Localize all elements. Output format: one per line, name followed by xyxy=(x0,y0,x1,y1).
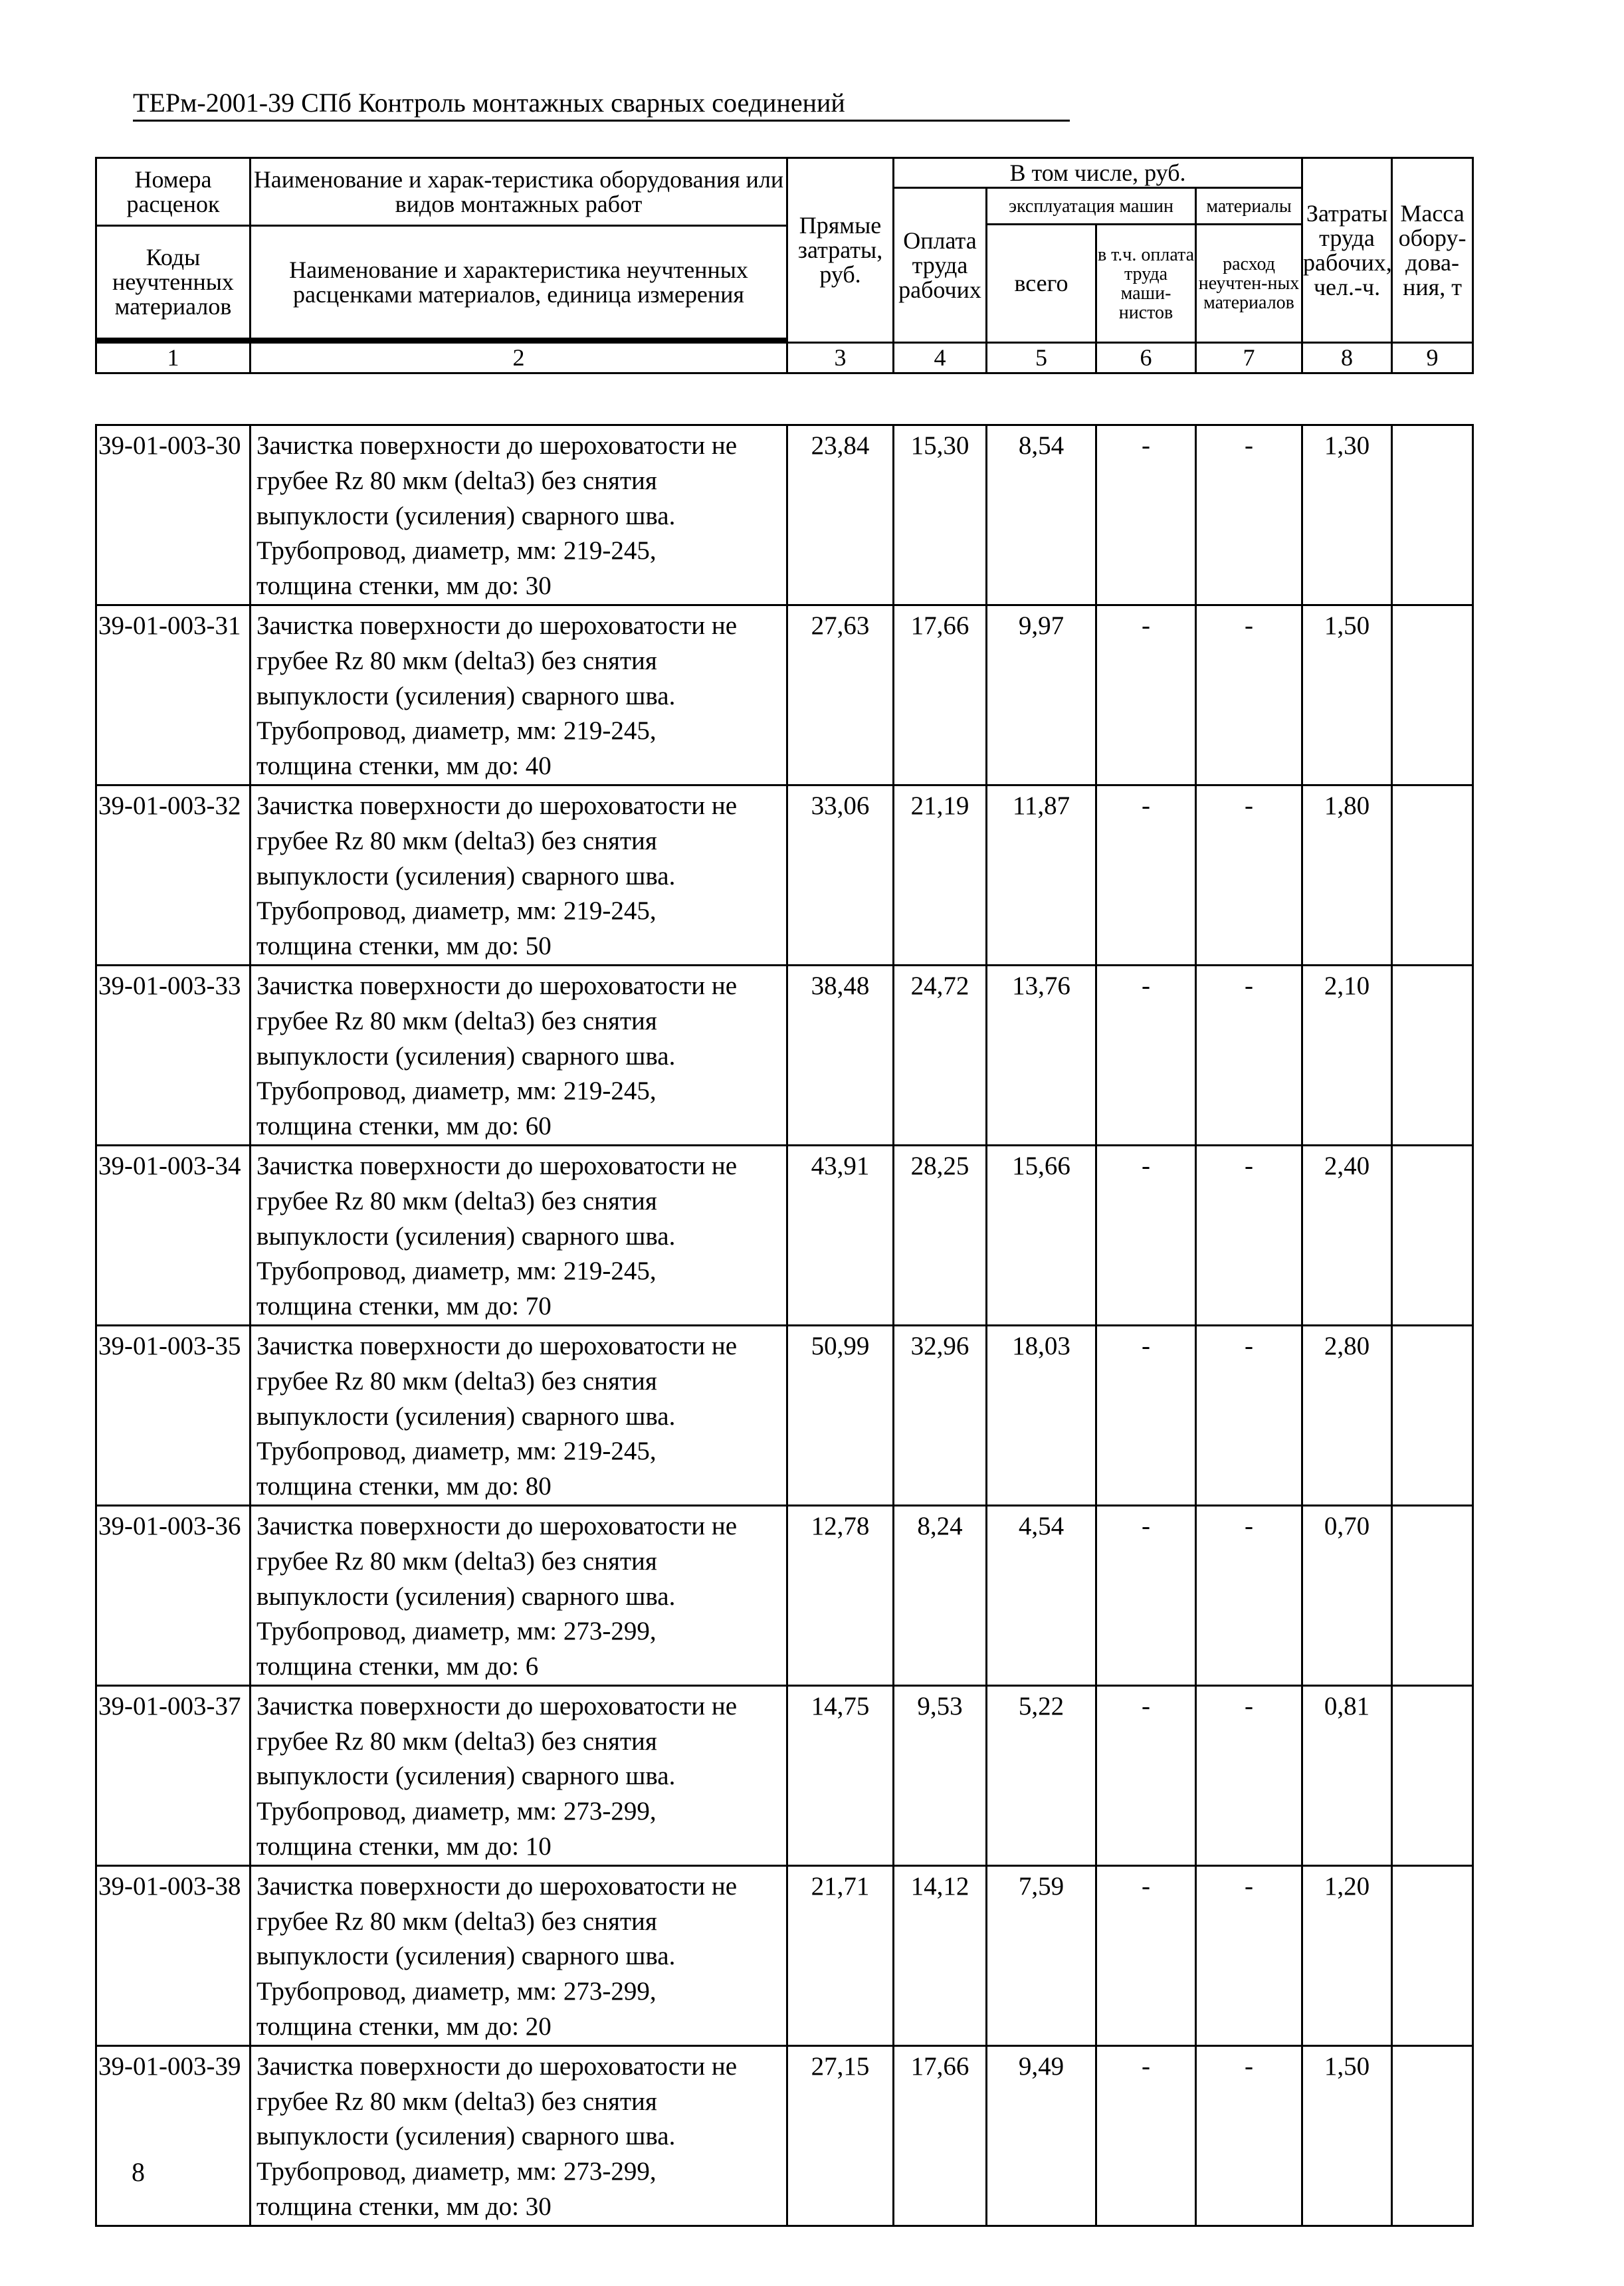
materials-value: - xyxy=(1196,2045,1302,2226)
column-number: 7 xyxy=(1196,343,1302,373)
rate-code: 39-01-003-37 xyxy=(96,1685,251,1865)
materials-value: - xyxy=(1196,1325,1302,1505)
machines-total-value: 15,66 xyxy=(987,1145,1096,1325)
work-description xyxy=(251,425,787,605)
table-header xyxy=(95,157,1474,374)
rate-code: 39-01-003-38 xyxy=(96,1865,251,2045)
header-machine-operation: эксплуатация машин xyxy=(987,188,1196,225)
machines-total-value: 9,49 xyxy=(987,2045,1096,2226)
materials-value: - xyxy=(1196,1865,1302,2045)
description-line: толщина стенки, мм до: 30 xyxy=(256,572,552,601)
description-line: Зачистка поверхности до шероховатости не xyxy=(256,1151,738,1180)
description-line: Трубопровод, диаметр, мм: 273-299, xyxy=(256,1617,657,1646)
running-title: ТЕРм-2001-39 СПб Контроль монтажных сварных соединений xyxy=(133,86,1070,122)
direct-costs-value: 27,15 xyxy=(787,2045,894,2226)
materials-value: - xyxy=(1196,1505,1302,1685)
description-line: выпуклости (усиления) сварного шва. xyxy=(256,1942,676,1971)
machinist-pay-value: - xyxy=(1096,2045,1196,2226)
equipment-mass-value xyxy=(1392,965,1473,1145)
work-description xyxy=(251,785,787,965)
description-line: Трубопровод, диаметр, мм: 219-245, xyxy=(256,1257,657,1286)
description-line: Зачистка поверхности до шероховатости не xyxy=(256,1691,738,1720)
description-line: Трубопровод, диаметр, мм: 219-245, xyxy=(256,536,657,566)
description-line: толщина стенки, мм до: 30 xyxy=(256,2192,552,2222)
direct-costs-value: 23,84 xyxy=(787,425,894,605)
header-direct-costs: Прямые затраты, руб. xyxy=(787,158,894,343)
table-row xyxy=(96,1325,1473,1505)
machines-total-value: 9,97 xyxy=(987,605,1096,785)
header-material-codes: Коды неучтенных материалов xyxy=(96,226,251,339)
description-line: толщина стенки, мм до: 50 xyxy=(256,932,552,961)
column-number: 2 xyxy=(251,343,787,373)
description-line: Трубопровод, диаметр, мм: 219-245, xyxy=(256,896,657,926)
work-description xyxy=(251,1145,787,1325)
direct-costs-value: 21,71 xyxy=(787,1865,894,2045)
equipment-mass-value xyxy=(1392,785,1473,965)
worker-pay-value: 14,12 xyxy=(894,1865,987,2045)
description-line: Трубопровод, диаметр, мм: 273-299, xyxy=(256,1977,657,2006)
machines-total-value: 18,03 xyxy=(987,1325,1096,1505)
column-number: 8 xyxy=(1302,343,1392,373)
table-row xyxy=(96,785,1473,965)
materials-value: - xyxy=(1196,425,1302,605)
description-line: выпуклости (усиления) сварного шва. xyxy=(256,1762,676,1791)
labor-hours-value: 0,81 xyxy=(1302,1685,1392,1865)
materials-value: - xyxy=(1196,1685,1302,1865)
description-line: выпуклости (усиления) сварного шва. xyxy=(256,1221,676,1251)
rate-code: 39-01-003-35 xyxy=(96,1325,251,1505)
description-line: толщина стенки, мм до: 10 xyxy=(256,1832,552,1861)
table-body xyxy=(96,425,1473,2226)
machinist-pay-value: - xyxy=(1096,1325,1196,1505)
description-line: выпуклости (усиления) сварного шва. xyxy=(256,1582,676,1611)
description-line: грубее Rz 80 мкм (delta3) без снятия xyxy=(256,646,657,675)
work-description xyxy=(251,1325,787,1505)
equipment-mass-value xyxy=(1392,605,1473,785)
materials-value: - xyxy=(1196,605,1302,785)
direct-costs-value: 27,63 xyxy=(787,605,894,785)
equipment-mass-value xyxy=(1392,1865,1473,2045)
description-line: толщина стенки, мм до: 80 xyxy=(256,1472,552,1501)
equipment-mass-value xyxy=(1392,2045,1473,2226)
column-number: 9 xyxy=(1392,343,1473,373)
description-line: грубее Rz 80 мкм (delta3) без снятия xyxy=(256,1726,657,1756)
rate-code: 39-01-003-39 xyxy=(96,2045,251,2226)
table-row xyxy=(96,1865,1473,2045)
work-description xyxy=(251,2045,787,2226)
description-line: грубее Rz 80 мкм (delta3) без снятия xyxy=(256,1366,657,1396)
work-description xyxy=(251,1505,787,1685)
description-line: толщина стенки, мм до: 40 xyxy=(256,752,552,781)
description-line: толщина стенки, мм до: 60 xyxy=(256,1112,552,1141)
worker-pay-value: 15,30 xyxy=(894,425,987,605)
header-machinist-pay: в т.ч. оплата труда маши-нистов xyxy=(1096,225,1196,343)
header-labor-hours: Затраты труда рабочих, чел.-ч. xyxy=(1302,158,1392,343)
description-line: грубее Rz 80 мкм (delta3) без снятия xyxy=(256,1006,657,1035)
page-number: 8 xyxy=(132,2157,145,2187)
worker-pay-value: 32,96 xyxy=(894,1325,987,1505)
description-line: толщина стенки, мм до: 70 xyxy=(256,1292,552,1321)
column-number: 5 xyxy=(987,343,1096,373)
description-line: Трубопровод, диаметр, мм: 219-245, xyxy=(256,716,657,746)
equipment-mass-value xyxy=(1392,1145,1473,1325)
column-number: 3 xyxy=(787,343,894,373)
table-row xyxy=(96,965,1473,1145)
machinist-pay-value: - xyxy=(1096,425,1196,605)
description-line: Трубопровод, диаметр, мм: 273-299, xyxy=(256,1797,657,1826)
rate-code: 39-01-003-30 xyxy=(96,425,251,605)
header-equipment-mass: Масса обору-дова-ния, т xyxy=(1392,158,1473,343)
header-rates-numbers: Номера расценок xyxy=(96,158,251,226)
labor-hours-value: 1,20 xyxy=(1302,1865,1392,2045)
table-row xyxy=(96,1505,1473,1685)
worker-pay-value: 24,72 xyxy=(894,965,987,1145)
rate-code: 39-01-003-32 xyxy=(96,785,251,965)
materials-value: - xyxy=(1196,965,1302,1145)
column-number: 1 xyxy=(96,343,251,373)
header-work-name: Наименование и харак-теристика оборудования или видов монтажных работ xyxy=(251,158,787,226)
worker-pay-value: 17,66 xyxy=(894,2045,987,2226)
labor-hours-value: 2,40 xyxy=(1302,1145,1392,1325)
description-line: грубее Rz 80 мкм (delta3) без снятия xyxy=(256,1907,657,1936)
machinist-pay-value: - xyxy=(1096,965,1196,1145)
description-line: Трубопровод, диаметр, мм: 219-245, xyxy=(256,1437,657,1466)
header-worker-pay: Оплата труда рабочих xyxy=(894,188,987,343)
worker-pay-value: 28,25 xyxy=(894,1145,987,1325)
direct-costs-value: 12,78 xyxy=(787,1505,894,1685)
labor-hours-value: 1,50 xyxy=(1302,605,1392,785)
rate-code: 39-01-003-33 xyxy=(96,965,251,1145)
description-line: грубее Rz 80 мкм (delta3) без снятия xyxy=(256,2087,657,2116)
description-line: выпуклости (усиления) сварного шва. xyxy=(256,2122,676,2151)
machinist-pay-value: - xyxy=(1096,785,1196,965)
machines-total-value: 4,54 xyxy=(987,1505,1096,1685)
description-line: Зачистка поверхности до шероховатости не xyxy=(256,1511,738,1540)
work-description xyxy=(251,1685,787,1865)
machinist-pay-value: - xyxy=(1096,1685,1196,1865)
description-line: Зачистка поверхности до шероховатости не xyxy=(256,2051,738,2081)
direct-costs-value: 33,06 xyxy=(787,785,894,965)
labor-hours-value: 1,50 xyxy=(1302,2045,1392,2226)
description-line: толщина стенки, мм до: 6 xyxy=(256,1652,539,1681)
labor-hours-value: 1,80 xyxy=(1302,785,1392,965)
description-line: Зачистка поверхности до шероховатости не xyxy=(256,1331,738,1360)
worker-pay-value: 8,24 xyxy=(894,1505,987,1685)
table-row xyxy=(96,1685,1473,1865)
rate-code: 39-01-003-31 xyxy=(96,605,251,785)
description-line: выпуклости (усиления) сварного шва. xyxy=(256,861,676,890)
description-line: Трубопровод, диаметр, мм: 273-299, xyxy=(256,2157,657,2186)
column-number: 4 xyxy=(894,343,987,373)
direct-costs-value: 43,91 xyxy=(787,1145,894,1325)
header-materials: материалы xyxy=(1196,188,1302,225)
description-line: грубее Rz 80 мкм (delta3) без снятия xyxy=(256,826,657,855)
machinist-pay-value: - xyxy=(1096,1145,1196,1325)
equipment-mass-value xyxy=(1392,1685,1473,1865)
table-row xyxy=(96,605,1473,785)
header-machines-total: всего xyxy=(987,225,1096,343)
worker-pay-value: 17,66 xyxy=(894,605,987,785)
rate-code: 39-01-003-36 xyxy=(96,1505,251,1685)
description-line: грубее Rz 80 мкм (delta3) без снятия xyxy=(256,1546,657,1576)
column-number: 6 xyxy=(1096,343,1196,373)
direct-costs-value: 14,75 xyxy=(787,1685,894,1865)
materials-value: - xyxy=(1196,785,1302,965)
machines-total-value: 7,59 xyxy=(987,1865,1096,2045)
machines-total-value: 13,76 xyxy=(987,965,1096,1145)
rate-code: 39-01-003-34 xyxy=(96,1145,251,1325)
labor-hours-value: 0,70 xyxy=(1302,1505,1392,1685)
description-line: выпуклости (усиления) сварного шва. xyxy=(256,1041,676,1071)
labor-hours-value: 2,80 xyxy=(1302,1325,1392,1505)
direct-costs-value: 50,99 xyxy=(787,1325,894,1505)
machinist-pay-value: - xyxy=(1096,605,1196,785)
description-line: Зачистка поверхности до шероховатости не xyxy=(256,791,738,820)
labor-hours-value: 1,30 xyxy=(1302,425,1392,605)
table-row xyxy=(96,2045,1473,2226)
description-line: Зачистка поверхности до шероховатости не xyxy=(256,431,738,460)
labor-hours-value: 2,10 xyxy=(1302,965,1392,1145)
description-line: грубее Rz 80 мкм (delta3) без снятия xyxy=(256,1186,657,1215)
description-line: грубее Rz 80 мкм (delta3) без снятия xyxy=(256,466,657,495)
table-row xyxy=(96,425,1473,605)
rates-table xyxy=(95,424,1474,2227)
machinist-pay-value: - xyxy=(1096,1505,1196,1685)
machines-total-value: 11,87 xyxy=(987,785,1096,965)
description-line: Зачистка поверхности до шероховатости не xyxy=(256,1871,738,1901)
description-line: толщина стенки, мм до: 20 xyxy=(256,2012,552,2041)
header-material-name: Наименование и характеристика неучтенных расценками материалов, единица измерения xyxy=(251,226,787,339)
equipment-mass-value xyxy=(1392,425,1473,605)
worker-pay-value: 21,19 xyxy=(894,785,987,965)
description-line: выпуклости (усиления) сварного шва. xyxy=(256,501,676,530)
machines-total-value: 8,54 xyxy=(987,425,1096,605)
header-unaccounted-materials: расход неучтен-ных материалов xyxy=(1196,225,1302,343)
description-line: Зачистка поверхности до шероховатости не xyxy=(256,971,738,1000)
equipment-mass-value xyxy=(1392,1325,1473,1505)
worker-pay-value: 9,53 xyxy=(894,1685,987,1865)
description-line: выпуклости (усиления) сварного шва. xyxy=(256,1402,676,1431)
work-description xyxy=(251,1865,787,2045)
materials-value: - xyxy=(1196,1145,1302,1325)
description-line: выпуклости (усиления) сварного шва. xyxy=(256,681,676,710)
header-including-group: В том числе, руб. xyxy=(894,158,1302,188)
work-description xyxy=(251,605,787,785)
equipment-mass-value xyxy=(1392,1505,1473,1685)
machinist-pay-value: - xyxy=(1096,1865,1196,2045)
table-row xyxy=(96,1145,1473,1325)
machines-total-value: 5,22 xyxy=(987,1685,1096,1865)
direct-costs-value: 38,48 xyxy=(787,965,894,1145)
description-line: Зачистка поверхности до шероховатости не xyxy=(256,611,738,640)
work-description xyxy=(251,965,787,1145)
description-line: Трубопровод, диаметр, мм: 219-245, xyxy=(256,1077,657,1106)
